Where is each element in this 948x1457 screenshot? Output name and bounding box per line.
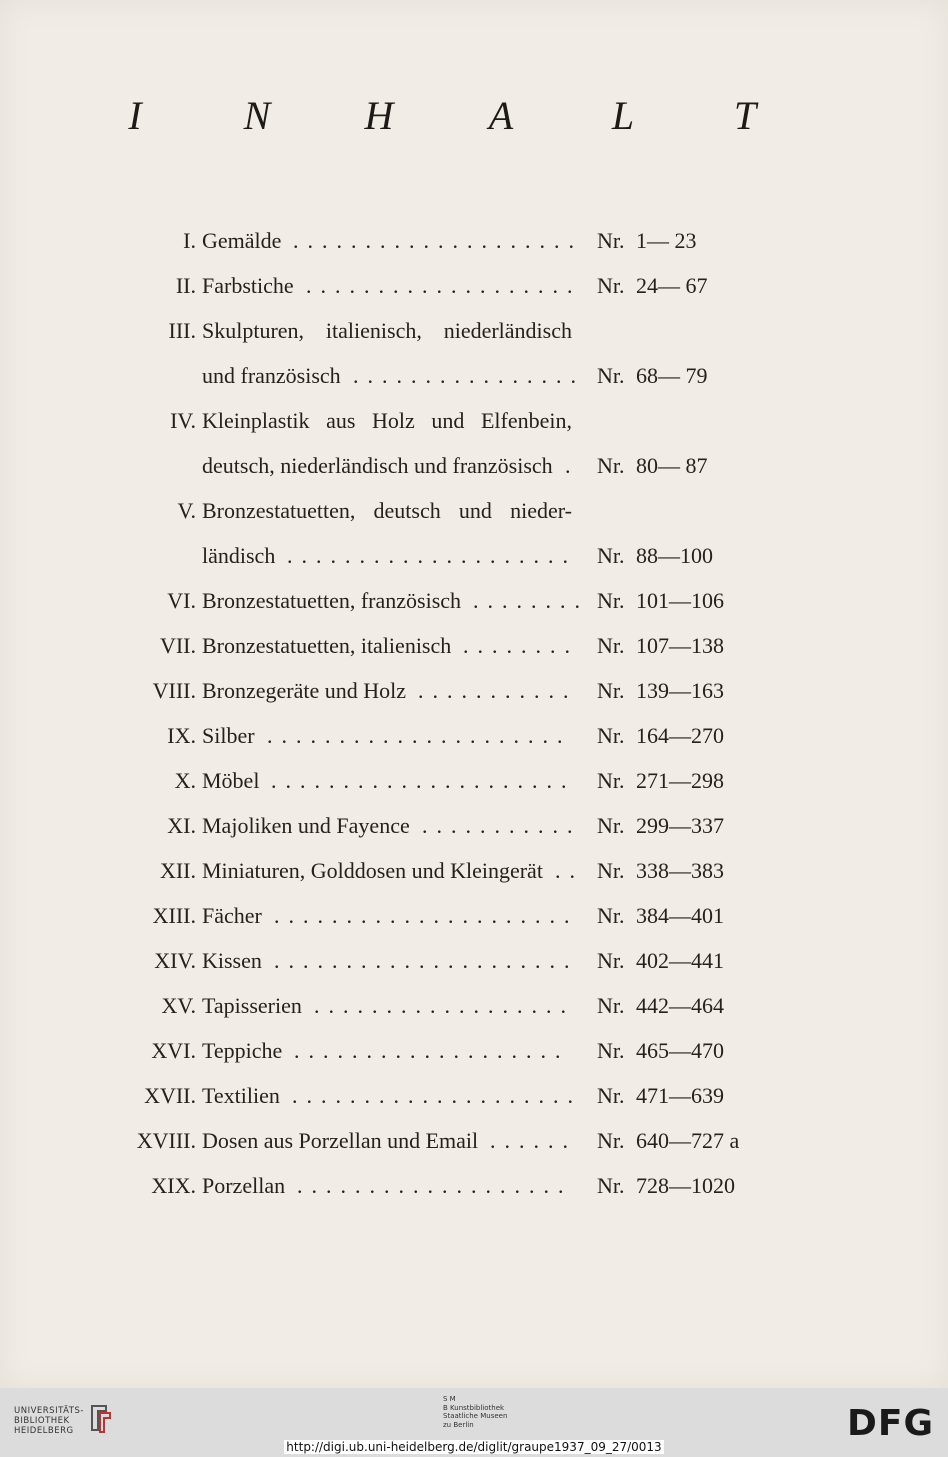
dot-leader: ................ <box>353 363 585 388</box>
university-library-label[interactable] <box>14 1406 84 1436</box>
dot-leader: ..................... <box>274 948 579 973</box>
toc-entry-range: 640—727 a <box>636 1128 740 1153</box>
toc-entry-nr-label: Nr. <box>597 678 625 703</box>
toc-entry <box>0 488 948 533</box>
toc-entry-number: XIV. <box>154 948 196 973</box>
dot-leader: ........... <box>418 678 578 703</box>
toc-entry-nr-label: Nr. <box>597 858 625 883</box>
dot-leader: ...... <box>490 1128 577 1153</box>
dot-leader: ..................... <box>267 723 572 748</box>
toc-entry <box>0 983 948 1028</box>
dot-leader: .................... <box>287 543 577 568</box>
page-title <box>120 92 760 139</box>
toc-entry-number: X. <box>174 768 196 793</box>
dot-leader: ................... <box>294 1038 570 1063</box>
toc-entry-number: XI. <box>167 813 196 838</box>
toc-entry-range: 68— 79 <box>636 363 708 388</box>
dot-leader: ..................... <box>274 903 579 928</box>
toc-entry <box>0 1163 948 1208</box>
museum-line: S M <box>443 1395 456 1403</box>
toc-entry-title: Skulpturen, italienisch, niederländisch <box>202 318 572 343</box>
toc-entry <box>0 668 948 713</box>
toc-entry-title: Bronzestatuetten, italienisch <box>202 633 452 658</box>
toc-entry-range: 402—441 <box>636 948 724 973</box>
dot-leader: ..................... <box>271 768 576 793</box>
viewer-footer <box>0 1388 948 1457</box>
toc-entry-continuation <box>0 353 948 398</box>
toc-entry-nr-label: Nr. <box>597 363 625 388</box>
toc-entry-range: 271—298 <box>636 768 724 793</box>
toc-entry-number: XVIII. <box>136 1128 196 1153</box>
toc-entry-title: Möbel <box>202 768 260 793</box>
toc-entry-number: VII. <box>159 633 196 658</box>
toc-entry-number: XVII. <box>144 1083 196 1108</box>
toc-entry-title: Bronzestatuetten, französisch <box>202 588 462 613</box>
dot-leader: ................... <box>306 273 582 298</box>
museum-line: zu Berlin <box>443 1420 474 1429</box>
toc-entry <box>0 938 948 983</box>
toc-entry-range: 1— 23 <box>636 228 697 253</box>
toc-entry-title-continued: deutsch, niederländisch und französisch <box>202 453 553 478</box>
title-letter: I <box>128 93 142 138</box>
title-letter: N <box>243 93 271 138</box>
toc-entry-nr-label: Nr. <box>597 228 625 253</box>
museum-label[interactable] <box>443 1395 507 1429</box>
toc-entry-title: Majoliken und Fayence <box>202 813 410 838</box>
toc-entry-title: Fächer <box>202 903 262 928</box>
dot-leader: .................... <box>292 1083 582 1108</box>
toc-entry-range: 139—163 <box>636 678 724 703</box>
toc-entry <box>0 308 948 353</box>
toc-entry-number: I. <box>183 228 196 253</box>
toc-entry <box>0 578 948 623</box>
toc-entry-nr-label: Nr. <box>597 543 625 568</box>
toc-entry-range: 728—1020 <box>636 1173 735 1198</box>
museum-line: Staatliche Museen <box>443 1412 508 1420</box>
toc-entry-range: 384—401 <box>636 903 724 928</box>
page-url-text[interactable]: http://digi.ub.uni-heidelberg.de/diglit/graupe1937_09_27/0013 <box>286 1440 662 1454</box>
dot-leader: .................... <box>293 228 583 253</box>
toc-entry-number: XII. <box>159 858 196 883</box>
toc-entry <box>0 803 948 848</box>
dot-leader: .................. <box>314 993 575 1018</box>
toc-entry-range: 471—639 <box>636 1083 724 1108</box>
toc-entry-title-continued: ländisch <box>202 543 276 568</box>
toc-entry-nr-label: Nr. <box>597 1083 625 1108</box>
dot-leader: ........ <box>473 588 589 613</box>
toc-entry <box>0 1028 948 1073</box>
university-line: HEIDELBERG <box>14 1426 74 1436</box>
toc-entry-range: 465—470 <box>636 1038 724 1063</box>
toc-entry <box>0 713 948 758</box>
toc-entry-title: Silber <box>202 723 255 748</box>
toc-entry-range: 24— 67 <box>636 273 708 298</box>
dot-leader: ................... <box>297 1173 573 1198</box>
dot-leader: . <box>565 453 580 478</box>
toc-entry-number: XIII. <box>152 903 196 928</box>
toc-entry-number: V. <box>177 498 196 523</box>
toc-entry-range: 101—106 <box>636 588 724 613</box>
toc-entry-range: 442—464 <box>636 993 724 1018</box>
toc-entry <box>0 893 948 938</box>
toc-entry-number: VIII. <box>152 678 196 703</box>
title-letter: A <box>488 93 514 138</box>
toc-entry-nr-label: Nr. <box>597 903 625 928</box>
toc-entry-range: 338—383 <box>636 858 724 883</box>
toc-entry-nr-label: Nr. <box>597 273 625 298</box>
toc-entry-nr-label: Nr. <box>597 1128 625 1153</box>
toc-entry <box>0 623 948 668</box>
toc-entry-number: IX. <box>167 723 196 748</box>
toc-entry-title-continued: und französisch <box>202 363 341 388</box>
toc-entry <box>0 848 948 893</box>
dot-leader: ........... <box>422 813 582 838</box>
title-letter: L <box>611 93 635 138</box>
toc-entry-number: XIX. <box>151 1173 196 1198</box>
toc-entry-title: Bronzegeräte und Holz <box>202 678 407 703</box>
page-url[interactable] <box>0 1440 948 1454</box>
toc-entry-nr-label: Nr. <box>597 588 625 613</box>
dfg-logo[interactable]: DFG <box>846 1403 934 1444</box>
toc-entry-nr-label: Nr. <box>597 1173 625 1198</box>
university-line: UNIVERSITÄTS- <box>14 1406 84 1416</box>
toc-entry-nr-label: Nr. <box>597 948 625 973</box>
toc-entry-nr-label: Nr. <box>597 993 625 1018</box>
toc-entry-title: Farbstiche <box>202 273 294 298</box>
toc-entry-title: Tapisserien <box>202 993 302 1018</box>
dot-leader: ........ <box>463 633 579 658</box>
title-letter: H <box>364 93 394 138</box>
toc-entry-nr-label: Nr. <box>597 453 625 478</box>
toc-entry-title: Miniaturen, Golddosen und Kleingerät <box>202 858 543 883</box>
toc-entry-continuation <box>0 443 948 488</box>
toc-entry-nr-label: Nr. <box>597 723 625 748</box>
toc-entry-title: Bronzestatuetten, deutsch und nieder- <box>202 498 572 523</box>
toc-entry-nr-label: Nr. <box>597 768 625 793</box>
toc-entry <box>0 1073 948 1118</box>
toc-entry <box>0 758 948 803</box>
toc-entry <box>0 218 948 263</box>
toc-entry-title: Teppiche <box>202 1038 283 1063</box>
toc-entry-range: 164—270 <box>636 723 724 748</box>
toc-entry-number: XV. <box>161 993 196 1018</box>
university-logo-icon[interactable] <box>88 1402 114 1434</box>
dot-leader: .. <box>555 858 584 883</box>
toc-entry-number: VI. <box>167 588 196 613</box>
toc-entry-range: 299—337 <box>636 813 724 838</box>
toc-entry-number: XVI. <box>151 1038 196 1063</box>
toc-entry-nr-label: Nr. <box>597 1038 625 1063</box>
toc-entry <box>0 263 948 308</box>
toc-entry-number: IV. <box>170 408 196 433</box>
toc-entry-continuation <box>0 533 948 578</box>
toc-entry <box>0 1118 948 1163</box>
toc-entry-title: Porzellan <box>202 1173 286 1198</box>
toc-entry-title: Kissen <box>202 948 262 973</box>
toc-entry-range: 107—138 <box>636 633 724 658</box>
toc-entry-title: Gemälde <box>202 228 282 253</box>
toc-entry-number: III. <box>168 318 196 343</box>
toc-entry-title: Textilien <box>202 1083 280 1108</box>
toc-entry-nr-label: Nr. <box>597 813 625 838</box>
toc-entry-range: 88—100 <box>636 543 713 568</box>
toc-entry-nr-label: Nr. <box>597 633 625 658</box>
toc-entry-title: Dosen aus Porzellan und Email <box>202 1128 479 1153</box>
toc-entry-title: Kleinplastik aus Holz und Elfenbein, <box>202 408 572 433</box>
title-letter: T <box>733 93 757 138</box>
toc-entry <box>0 398 948 443</box>
toc-entry-range: 80— 87 <box>636 453 708 478</box>
toc-entry-number: II. <box>175 273 196 298</box>
museum-line: B Kunstbibliothek <box>443 1403 505 1412</box>
university-line: BIBLIOTHEK <box>14 1416 70 1426</box>
